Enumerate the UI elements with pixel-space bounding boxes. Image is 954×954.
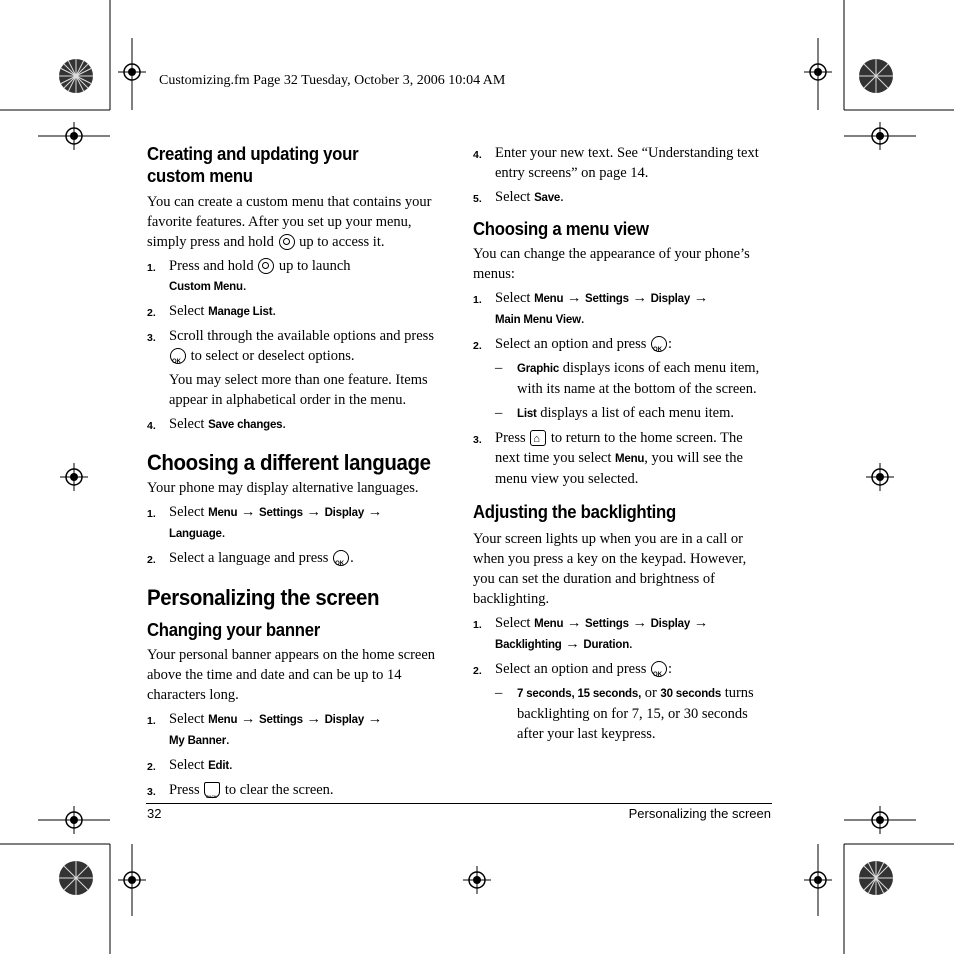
step-note: You may select more than one feature. Items appear in alphabetical order in the menu. — [169, 372, 428, 408]
end-key-icon — [530, 430, 546, 446]
language-intro: Your phone may display alternative languages. — [147, 480, 419, 496]
registration-target-icon — [866, 806, 894, 834]
option-item: – List displays a list of each menu item. — [495, 405, 734, 421]
list-item: 3. Scroll through the available options and press OK to select or deselect options. — [147, 326, 447, 366]
list-item: 3. Press BACK to clear the screen. — [147, 780, 447, 800]
section-title-custom-menu: Creating and updating your custom menu — [147, 144, 359, 186]
list-item: 4. Select Save changes. — [147, 416, 286, 432]
list-item: 1. Select Menu → Settings → Display → My Banner. — [147, 711, 383, 748]
ok-key-icon — [170, 348, 186, 364]
list-item: 2. Select an option and press OK : — [473, 334, 771, 354]
registration-target-icon — [866, 463, 894, 491]
page-number: 32 — [147, 806, 162, 821]
subsection-title-banner: Changing your banner — [147, 620, 320, 640]
list-item: 4. Enter your new text. See “Understanding text entry screens” on page 14. — [473, 145, 759, 181]
list-item: 2. Select Edit. — [147, 757, 233, 773]
option-item: – Graphic displays icons of each menu item, with its name at the bottom of the screen. — [495, 360, 760, 397]
list-item: 2. Select a language and press OK . — [147, 548, 447, 568]
list-item: 2. Select an option and press OK : — [473, 659, 771, 679]
menu-view-intro: You can change the appearance of your phone’s menus: — [473, 246, 750, 282]
footer-rule — [146, 803, 772, 804]
section-title-language: Choosing a different language — [147, 450, 431, 475]
starburst-mark-icon — [858, 58, 894, 94]
section-title-backlighting: Adjusting the backlighting — [473, 502, 676, 522]
registration-target-icon — [804, 866, 832, 894]
backlighting-intro: Your screen lights up when you are in a call or when you press a key on the keypad. However, you can set the duration and brightness of backlighting. — [473, 531, 747, 607]
banner-intro: Your personal banner appears on the home screen above the time and date and can be up to 14 characters long. — [147, 647, 436, 703]
registration-target-icon — [866, 122, 894, 150]
section-title-screen: Personalizing the screen — [147, 585, 380, 610]
starburst-mark-icon — [58, 58, 94, 94]
starburst-mark-icon — [858, 860, 894, 896]
registration-target-icon — [118, 58, 146, 86]
ok-key-icon — [651, 661, 667, 677]
list-item: 1. Select Menu → Settings → Display → Language. — [147, 504, 383, 541]
option-item: – 7 seconds, 15 seconds, or 30 seconds turns backlighting on for 7, 15, or 30 seconds after your last keypress. — [495, 685, 754, 742]
nav-key-icon — [279, 234, 295, 250]
registration-target-icon — [60, 463, 88, 491]
custom-menu-intro: You can create a custom menu that contains your favorite features. After you set up your menu, simply press and hold up to access it. — [147, 194, 432, 250]
section-title-menu-view: Choosing a menu view — [473, 219, 649, 239]
file-header: Customizing.fm Page 32 Tuesday, October 3, 2006 10:04 AM — [159, 73, 506, 88]
list-item: 1. Select Menu → Settings → Display → Backlighting → Duration. — [473, 615, 709, 652]
left-column — [147, 143, 447, 800]
footer-section-title: Personalizing the screen — [628, 806, 771, 821]
back-key-icon — [204, 782, 220, 798]
list-item: 1. Press and hold up to launch Custom Menu. — [147, 258, 351, 294]
list-item: 1. Select Menu → Settings → Display → Main Menu View. — [473, 290, 709, 327]
starburst-mark-icon — [58, 860, 94, 896]
registration-target-icon — [463, 866, 491, 894]
list-item: 5. Select Save. — [473, 189, 564, 205]
list-item: 3. Press ⌂ to return to the home screen. The next time you select Menu, you will see the menu view you selected. — [473, 428, 771, 489]
registration-target-icon — [60, 122, 88, 150]
nav-key-icon — [258, 258, 274, 274]
ok-key-icon — [333, 550, 349, 566]
registration-target-icon — [60, 806, 88, 834]
ok-key-icon — [651, 336, 667, 352]
list-item: 2. Select Manage List. — [147, 303, 276, 319]
registration-target-icon — [804, 58, 832, 86]
right-column — [473, 143, 771, 744]
registration-target-icon — [118, 866, 146, 894]
